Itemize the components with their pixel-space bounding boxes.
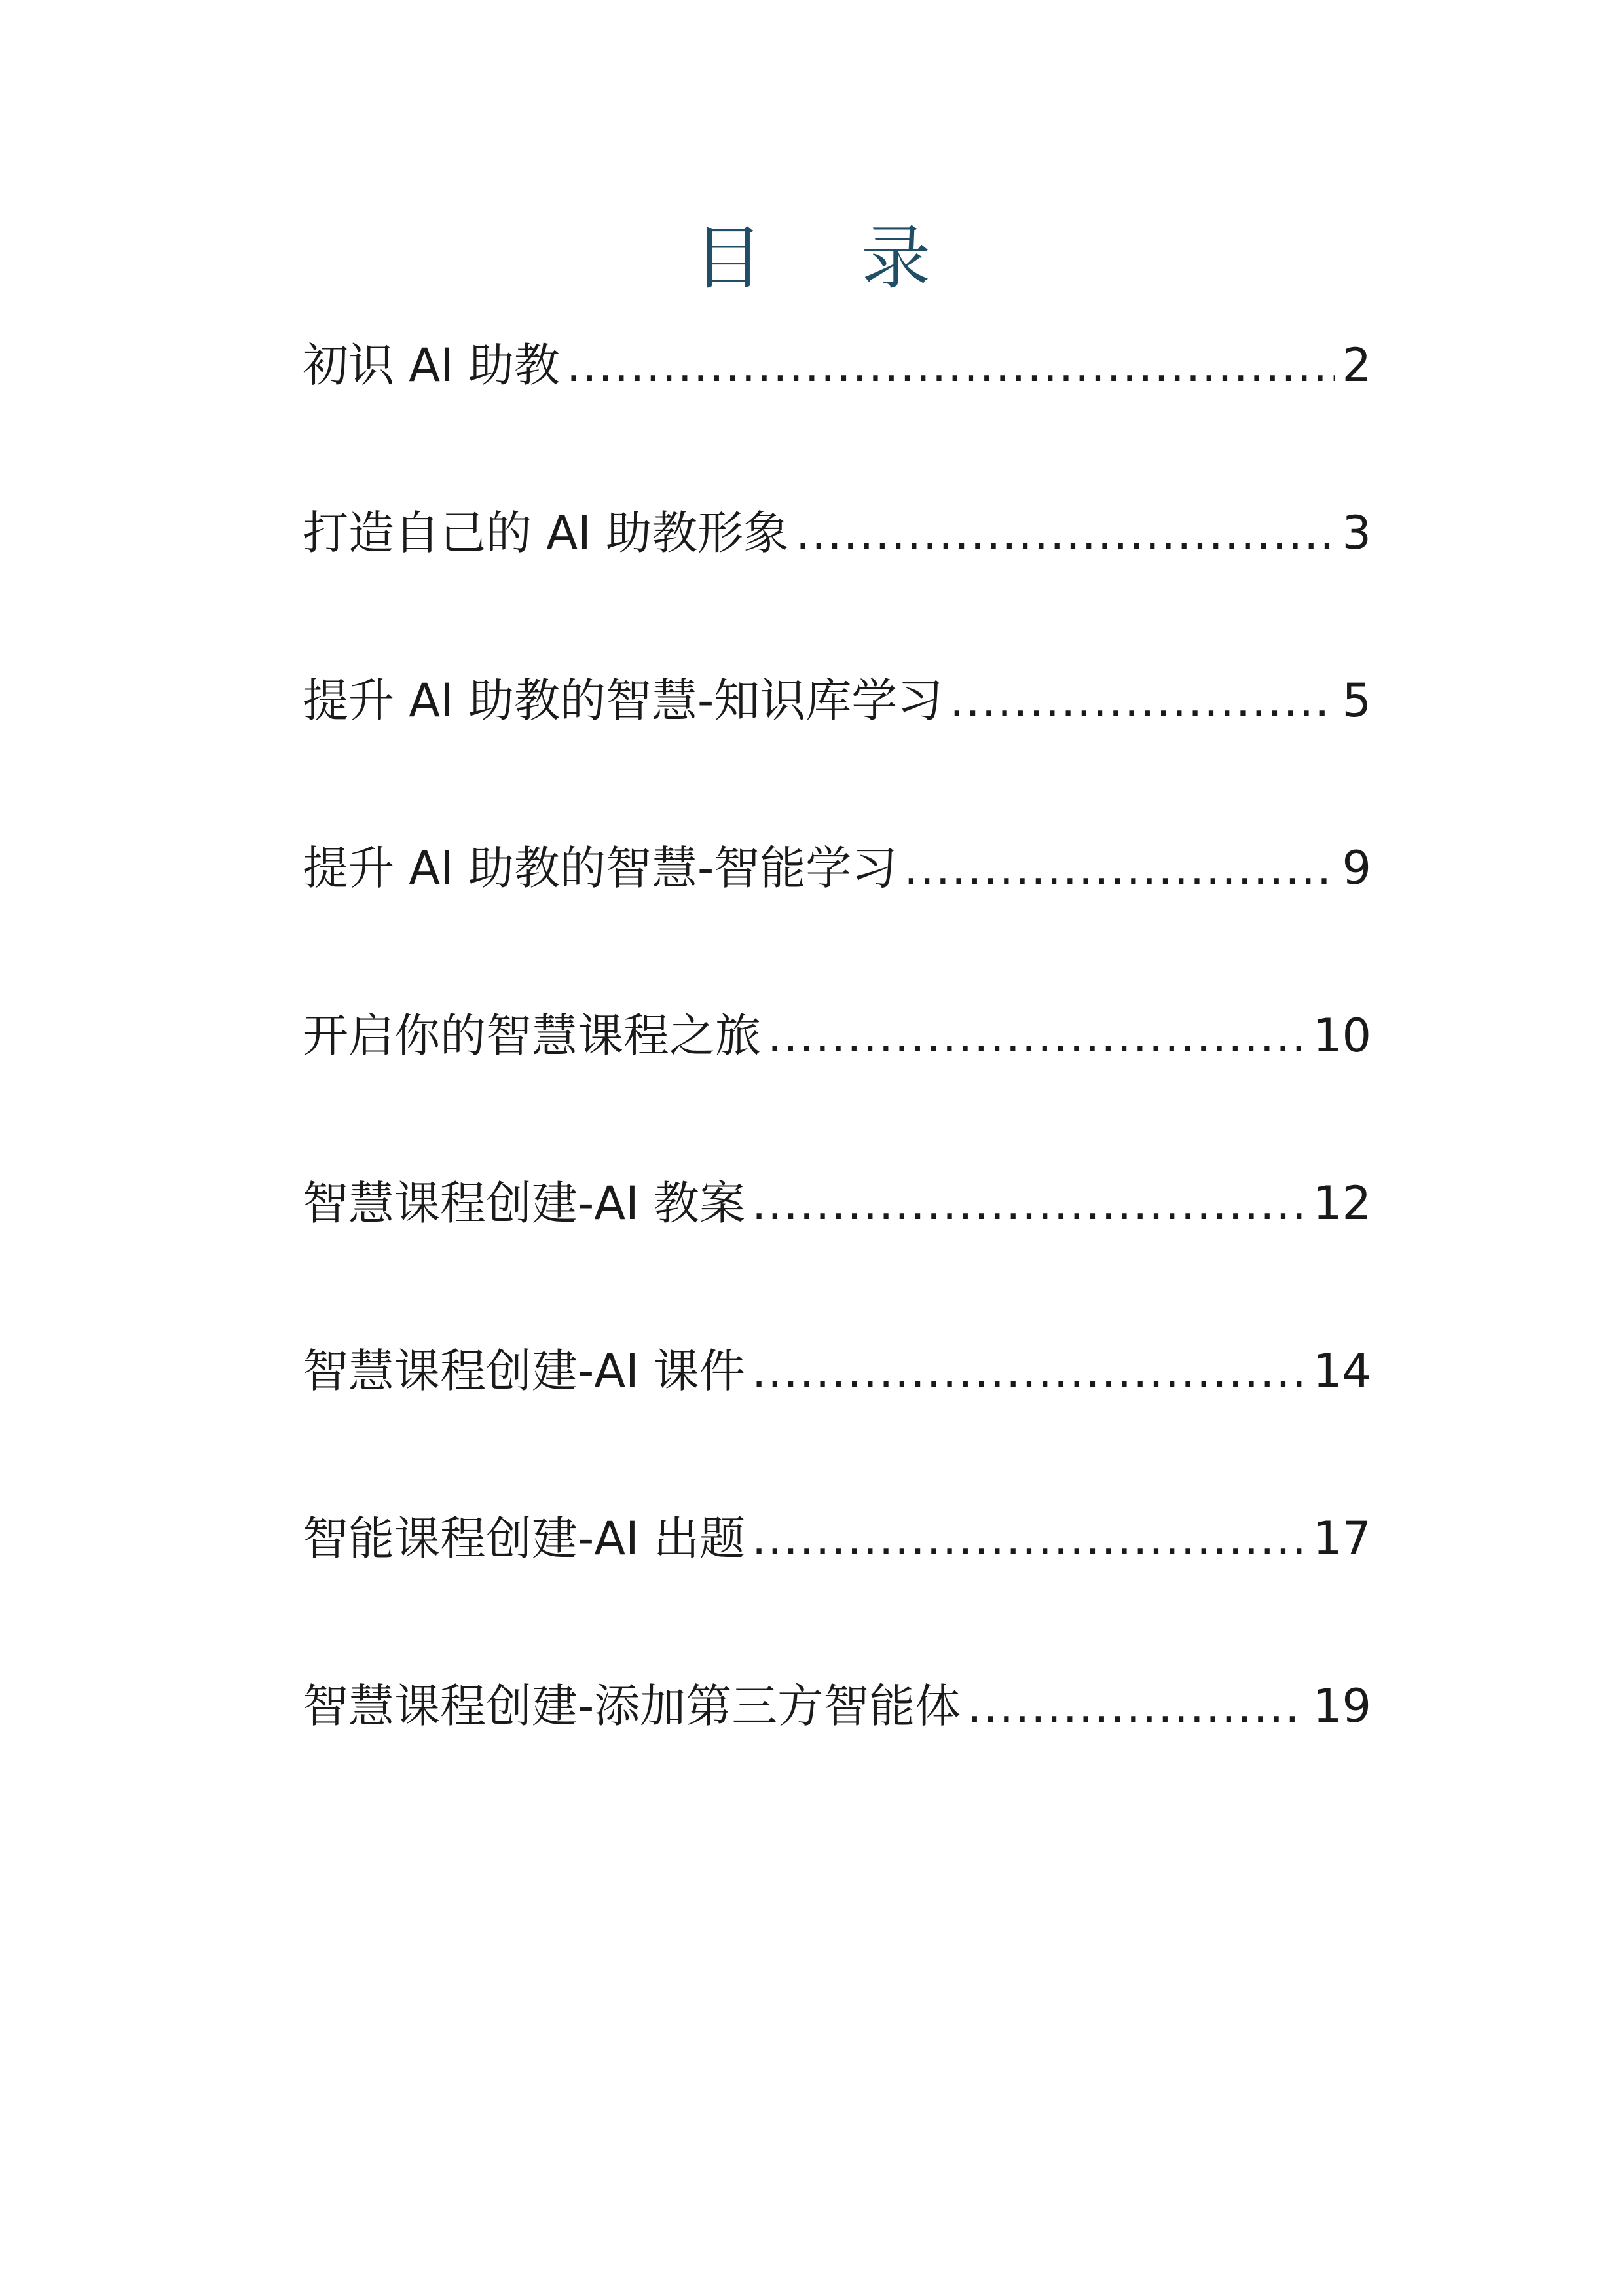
toc-entry-page: 5 bbox=[1342, 674, 1371, 727]
toc-title bbox=[0, 216, 1624, 301]
toc-entry-page: 10 bbox=[1312, 1009, 1371, 1063]
toc-entry-label: 打造自己的 AI 助教形象 bbox=[303, 506, 790, 560]
toc-entry[interactable] bbox=[303, 829, 1371, 996]
toc-entry-page: 2 bbox=[1342, 338, 1371, 392]
toc-entry-page: 3 bbox=[1342, 506, 1371, 560]
toc-entry-page: 14 bbox=[1312, 1344, 1371, 1398]
toc-entry[interactable] bbox=[303, 494, 1371, 661]
toc-dot-leader bbox=[950, 661, 1335, 740]
toc-dot-leader bbox=[904, 829, 1335, 907]
toc-entry-label: 提升 AI 助教的智慧-知识库学习 bbox=[303, 674, 944, 727]
toc-entry[interactable] bbox=[303, 1667, 1371, 1834]
toc-dot-leader bbox=[752, 1164, 1306, 1243]
toc-entry-label: 智慧课程创建-AI 课件 bbox=[303, 1344, 746, 1398]
toc-entry-label: 提升 AI 助教的智慧-智能学习 bbox=[303, 841, 898, 895]
toc-entry[interactable] bbox=[303, 661, 1371, 829]
toc-entry-page: 9 bbox=[1342, 841, 1371, 895]
toc-entry-label: 开启你的智慧课程之旅 bbox=[303, 1009, 761, 1063]
toc-dot-leader bbox=[566, 326, 1335, 405]
toc-entry-label: 智慧课程创建-添加第三方智能体 bbox=[303, 1679, 961, 1733]
toc-entry-page: 19 bbox=[1312, 1679, 1371, 1733]
toc-dot-leader bbox=[796, 494, 1335, 572]
toc-title-char-1: 目 bbox=[693, 218, 763, 299]
toc-list bbox=[303, 326, 1371, 1834]
toc-entry-label: 初识 AI 助教 bbox=[303, 338, 561, 392]
toc-entry[interactable] bbox=[303, 326, 1371, 494]
toc-dot-leader bbox=[767, 996, 1306, 1075]
toc-entry[interactable] bbox=[303, 1499, 1371, 1667]
toc-dot-leader bbox=[752, 1332, 1306, 1410]
toc-entry[interactable] bbox=[303, 1164, 1371, 1332]
toc-entry-page: 17 bbox=[1312, 1512, 1371, 1565]
toc-title-char-2: 录 bbox=[861, 218, 931, 299]
toc-dot-leader bbox=[967, 1667, 1306, 1745]
toc-dot-leader bbox=[752, 1499, 1306, 1578]
toc-entry[interactable] bbox=[303, 1332, 1371, 1499]
toc-entry-page: 12 bbox=[1312, 1176, 1371, 1230]
toc-entry-label: 智能课程创建-AI 出题 bbox=[303, 1512, 746, 1565]
toc-entry[interactable] bbox=[303, 996, 1371, 1164]
toc-entry-label: 智慧课程创建-AI 教案 bbox=[303, 1176, 746, 1230]
